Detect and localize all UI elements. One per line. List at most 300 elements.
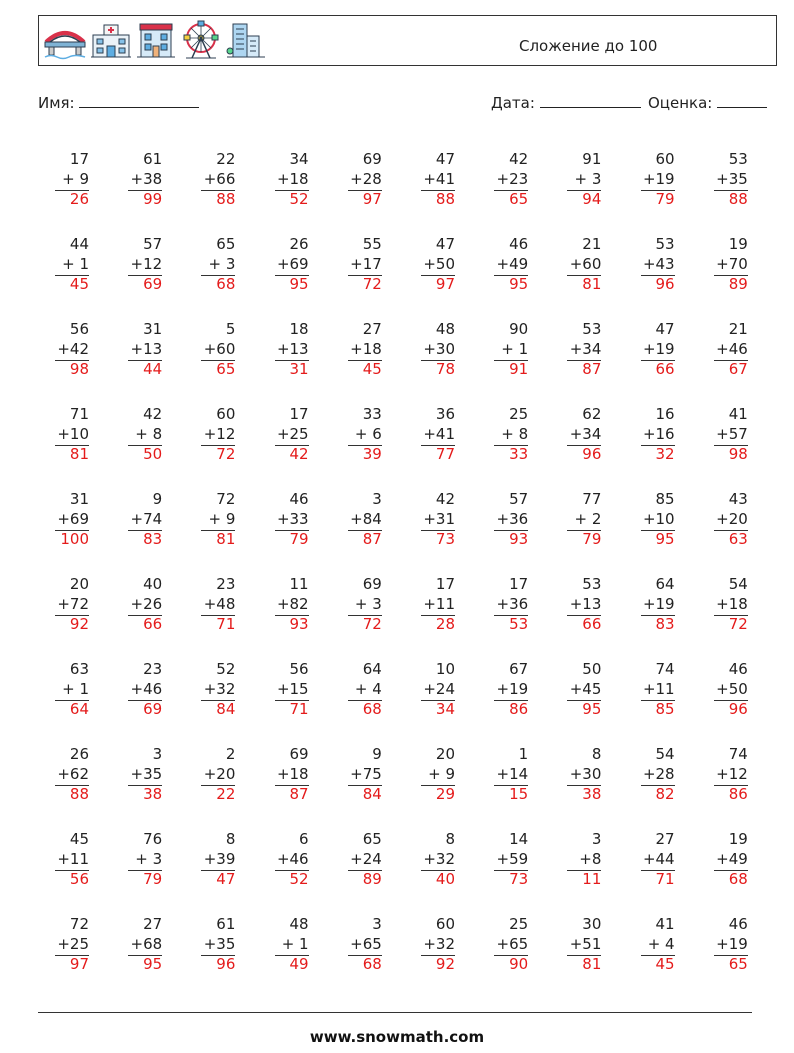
answer[interactable]: 81 [582,275,602,293]
first-addend: 47 [655,320,675,338]
addition-problem [615,404,675,464]
second-addend: +34 [569,340,602,358]
addition-problem [468,914,528,974]
sum-line [128,700,162,701]
answer[interactable]: 69 [143,700,163,718]
answer[interactable]: 100 [60,530,89,548]
second-addend: +18 [276,170,309,188]
date-blank[interactable] [540,93,641,108]
second-addend: +41 [423,425,455,443]
answer[interactable]: 45 [362,360,382,378]
first-addend: 33 [362,405,382,423]
sum-line [348,275,382,276]
addition-problem [175,319,235,379]
addition-problem [249,829,309,889]
second-addend: +50 [423,255,455,273]
first-addend: 52 [216,660,236,678]
second-addend: + 3 [208,255,236,273]
name-blank[interactable] [79,93,199,108]
second-addend: +32 [203,680,236,698]
answer[interactable]: 65 [728,955,748,973]
answer[interactable]: 50 [143,445,163,463]
sum-line [201,615,235,616]
sum-line [641,955,675,956]
second-addend: + 1 [62,680,89,698]
answer[interactable]: 89 [362,870,382,888]
answer[interactable]: 15 [509,785,529,803]
answer[interactable]: 31 [289,360,309,378]
answer[interactable]: 33 [509,445,529,463]
addition-problem [29,914,89,974]
answer[interactable]: 45 [69,275,89,293]
answer[interactable]: 22 [216,785,236,803]
first-addend: 46 [728,915,748,933]
first-addend: 23 [216,575,236,593]
addition-problem [175,489,235,549]
first-addend: 47 [435,150,455,168]
addition-problem [395,149,455,209]
answer[interactable]: 96 [216,955,236,973]
answer[interactable]: 72 [728,615,748,633]
answer[interactable]: 66 [655,360,675,378]
sum-line [567,700,601,701]
first-addend: 53 [582,320,602,338]
addition-problem [468,319,528,379]
addition-problem [175,659,235,719]
answer[interactable]: 95 [509,275,529,293]
answer[interactable]: 97 [362,190,382,208]
answer[interactable]: 42 [289,445,309,463]
answer[interactable]: 79 [143,870,163,888]
second-addend: +17 [350,255,382,273]
sum-line [494,870,528,871]
answer[interactable]: 95 [143,955,163,973]
sum-line [421,870,455,871]
sum-line [275,870,309,871]
sum-line [55,615,89,616]
second-addend: +39 [203,850,236,868]
first-addend: 46 [509,235,529,253]
sum-line [55,190,89,191]
addition-problem [688,404,748,464]
first-addend: 62 [582,405,602,423]
answer[interactable]: 97 [435,275,455,293]
first-addend: 17 [509,575,529,593]
addition-problem [468,574,528,634]
first-addend: 25 [509,915,529,933]
first-addend: 60 [435,915,455,933]
first-addend: 16 [655,405,675,423]
addition-problem [249,319,309,379]
answer[interactable]: 77 [435,445,455,463]
first-addend: 21 [582,235,602,253]
answer[interactable]: 64 [69,700,89,718]
second-addend: + 1 [62,255,89,273]
answer[interactable]: 68 [728,870,748,888]
addition-problem [175,829,235,889]
answer[interactable]: 68 [362,955,382,973]
first-addend: 42 [143,405,163,423]
answer[interactable]: 79 [582,530,602,548]
first-addend: 57 [509,490,529,508]
sum-line [348,190,382,191]
sum-line [201,785,235,786]
sum-line [201,445,235,446]
first-addend: 54 [655,745,675,763]
first-addend: 22 [216,150,236,168]
answer[interactable]: 63 [728,530,748,548]
answer[interactable]: 81 [69,445,89,463]
second-addend: +24 [423,680,455,698]
second-addend: +19 [642,170,675,188]
first-addend: 1 [518,745,529,763]
second-addend: + 9 [62,170,89,188]
answer[interactable]: 83 [143,530,163,548]
first-addend: 54 [728,575,748,593]
first-addend: 74 [728,745,748,763]
second-addend: +13 [130,340,163,358]
second-addend: +45 [569,680,602,698]
first-addend: 53 [655,235,675,253]
answer[interactable]: 71 [216,615,236,633]
answer[interactable]: 86 [509,700,529,718]
addition-problem [249,744,309,804]
first-addend: 2 [225,745,236,763]
sum-line [421,275,455,276]
date-field[interactable] [491,93,641,112]
sum-line [714,275,748,276]
addition-problem [615,149,675,209]
answer[interactable]: 52 [289,190,309,208]
answer[interactable]: 45 [655,955,675,973]
first-addend: 41 [655,915,675,933]
second-addend: +32 [423,935,455,953]
first-addend: 5 [225,320,236,338]
first-addend: 10 [435,660,455,678]
answer[interactable]: 72 [216,445,236,463]
answer[interactable]: 94 [582,190,602,208]
answer[interactable]: 90 [509,955,529,973]
first-addend: 53 [582,575,602,593]
name-label: Имя: [38,94,75,112]
sum-line [55,955,89,956]
name-field[interactable] [38,93,199,112]
first-addend: 26 [69,745,89,763]
answer[interactable]: 67 [728,360,748,378]
answer[interactable]: 85 [655,700,675,718]
sum-line [641,445,675,446]
answer[interactable]: 87 [582,360,602,378]
first-addend: 40 [143,575,163,593]
sum-line [55,700,89,701]
answer[interactable]: 29 [435,785,455,803]
first-addend: 65 [362,830,382,848]
addition-problem [29,404,89,464]
answer[interactable]: 88 [728,190,748,208]
answer[interactable]: 79 [289,530,309,548]
grade-blank[interactable] [717,93,767,108]
answer[interactable]: 88 [435,190,455,208]
sum-line [494,445,528,446]
addition-problem [615,914,675,974]
sum-line [201,530,235,531]
addition-problem [615,319,675,379]
answer[interactable]: 52 [289,870,309,888]
answer[interactable]: 28 [435,615,455,633]
answer[interactable]: 40 [435,870,455,888]
second-addend: +38 [130,170,163,188]
answer[interactable]: 96 [582,445,602,463]
answer[interactable]: 96 [728,700,748,718]
first-addend: 8 [591,745,602,763]
answer[interactable]: 38 [143,785,163,803]
sum-line [641,190,675,191]
sum-line [567,870,601,871]
answer[interactable]: 38 [582,785,602,803]
answer[interactable]: 81 [582,955,602,973]
second-addend: +57 [716,425,748,443]
answer[interactable]: 92 [435,955,455,973]
answer[interactable]: 91 [509,360,529,378]
second-addend: +74 [130,510,163,528]
first-addend: 21 [728,320,748,338]
answer[interactable]: 34 [435,700,455,718]
sum-line [641,360,675,361]
first-addend: 17 [289,405,309,423]
sum-line [641,870,675,871]
second-addend: + 9 [428,765,455,783]
addition-problem [395,914,455,974]
answer[interactable]: 79 [655,190,675,208]
second-addend: +25 [276,425,309,443]
first-addend: 64 [362,660,382,678]
first-addend: 3 [372,490,382,508]
answer[interactable]: 88 [69,785,89,803]
header-icons [43,20,267,62]
second-addend: +12 [203,425,236,443]
sum-line [348,615,382,616]
first-addend: 31 [143,320,163,338]
answer[interactable]: 72 [362,615,382,633]
answer[interactable]: 84 [216,700,236,718]
second-addend: +59 [496,850,529,868]
second-addend: +69 [57,510,89,528]
first-addend: 27 [655,830,675,848]
answer[interactable]: 95 [582,700,602,718]
answer[interactable]: 95 [289,275,309,293]
answer[interactable]: 84 [362,785,382,803]
sum-line [421,785,455,786]
addition-problem [468,659,528,719]
sum-line [55,275,89,276]
sum-line [348,955,382,956]
answer[interactable]: 98 [728,445,748,463]
addition-problem [541,234,601,294]
first-addend: 26 [289,235,309,253]
sum-line [494,615,528,616]
sum-line [348,360,382,361]
first-addend: 56 [289,660,309,678]
answer[interactable]: 97 [69,955,89,973]
addition-problem [322,319,382,379]
footer-site: www.snowmath.com [309,1028,485,1046]
answer[interactable]: 66 [582,615,602,633]
answer[interactable]: 49 [289,955,309,973]
answer[interactable]: 73 [509,870,529,888]
second-addend: +32 [423,850,455,868]
second-addend: +10 [57,425,89,443]
sum-line [567,615,601,616]
addition-problem [468,234,528,294]
first-addend: 67 [509,660,529,678]
second-addend: +41 [423,170,455,188]
first-addend: 20 [435,745,455,763]
answer[interactable]: 89 [728,275,748,293]
sum-line [714,615,748,616]
sum-line [128,275,162,276]
answer[interactable]: 86 [728,785,748,803]
second-addend: + 4 [647,935,675,953]
first-addend: 53 [728,150,748,168]
answer[interactable]: 68 [216,275,236,293]
addition-problem [249,574,309,634]
addition-problem [322,404,382,464]
footer-divider [38,1012,752,1013]
sum-line [494,360,528,361]
answer[interactable]: 69 [143,275,163,293]
second-addend: +11 [57,850,89,868]
second-addend: +30 [423,340,455,358]
answer[interactable]: 66 [143,615,163,633]
first-addend: 72 [69,915,89,933]
addition-problem [102,914,162,974]
sum-line [201,275,235,276]
second-addend: +36 [496,510,529,528]
addition-problem [249,149,309,209]
first-addend: 60 [216,405,236,423]
addition-problem [322,149,382,209]
answer[interactable]: 99 [143,190,163,208]
addition-problem [322,574,382,634]
answer[interactable]: 53 [509,615,529,633]
sum-line [348,870,382,871]
answer[interactable]: 88 [216,190,236,208]
second-addend: +46 [276,850,309,868]
sum-line [421,190,455,191]
sum-line [494,700,528,701]
answer[interactable]: 56 [69,870,89,888]
hospital-icon [90,20,132,62]
grade-label: Оценка: [648,94,713,112]
first-addend: 69 [362,150,382,168]
second-addend: +15 [276,680,309,698]
answer[interactable]: 32 [655,445,675,463]
first-addend: 9 [372,745,382,763]
answer[interactable]: 65 [509,190,529,208]
first-addend: 18 [289,320,309,338]
answer[interactable]: 96 [655,275,675,293]
first-addend: 43 [728,490,748,508]
second-addend: + 3 [135,850,163,868]
addition-problem [249,404,309,464]
sum-line [201,190,235,191]
answer[interactable]: 95 [655,530,675,548]
second-addend: +11 [642,680,675,698]
second-addend: +46 [130,680,163,698]
answer[interactable]: 92 [69,615,89,633]
first-addend: 3 [372,915,382,933]
sum-line [348,530,382,531]
first-addend: 61 [143,150,163,168]
grade-field[interactable] [648,93,767,112]
answer[interactable]: 72 [362,275,382,293]
answer[interactable]: 39 [362,445,382,463]
answer[interactable]: 47 [216,870,236,888]
answer[interactable]: 93 [289,615,309,633]
sum-line [421,615,455,616]
answer[interactable]: 78 [435,360,455,378]
addition-problem [175,234,235,294]
addition-problem [688,744,748,804]
first-addend: 6 [299,830,309,848]
sum-line [275,955,309,956]
addition-problem [688,574,748,634]
addition-problem [395,404,455,464]
answer[interactable]: 81 [216,530,236,548]
answer[interactable]: 93 [509,530,529,548]
sum-line [641,785,675,786]
answer[interactable]: 26 [69,190,89,208]
second-addend: +30 [569,765,602,783]
addition-problem [29,744,89,804]
answer[interactable]: 71 [289,700,309,718]
answer[interactable]: 82 [655,785,675,803]
sum-line [567,360,601,361]
answer[interactable]: 87 [289,785,309,803]
sum-line [275,615,309,616]
answer[interactable]: 11 [582,870,602,888]
addition-problem [29,574,89,634]
sum-line [201,700,235,701]
sum-line [641,275,675,276]
first-addend: 46 [728,660,748,678]
answer[interactable]: 98 [69,360,89,378]
first-addend: 45 [69,830,89,848]
addition-problem [468,829,528,889]
answer[interactable]: 87 [362,530,382,548]
second-addend: +19 [642,595,675,613]
addition-problem [395,489,455,549]
addition-problem [322,659,382,719]
sum-line [567,190,601,191]
sum-line [421,360,455,361]
answer[interactable]: 83 [655,615,675,633]
answer[interactable]: 65 [216,360,236,378]
date-label: Дата: [491,94,535,112]
answer[interactable]: 68 [362,700,382,718]
second-addend: + 2 [574,510,602,528]
second-addend: + 3 [574,170,602,188]
addition-problem [29,319,89,379]
answer[interactable]: 44 [143,360,163,378]
answer[interactable]: 71 [655,870,675,888]
second-addend: +44 [642,850,675,868]
addition-problem [615,744,675,804]
second-addend: +35 [203,935,236,953]
ferris-wheel-icon [180,20,222,62]
addition-problem [395,574,455,634]
answer[interactable]: 73 [435,530,455,548]
